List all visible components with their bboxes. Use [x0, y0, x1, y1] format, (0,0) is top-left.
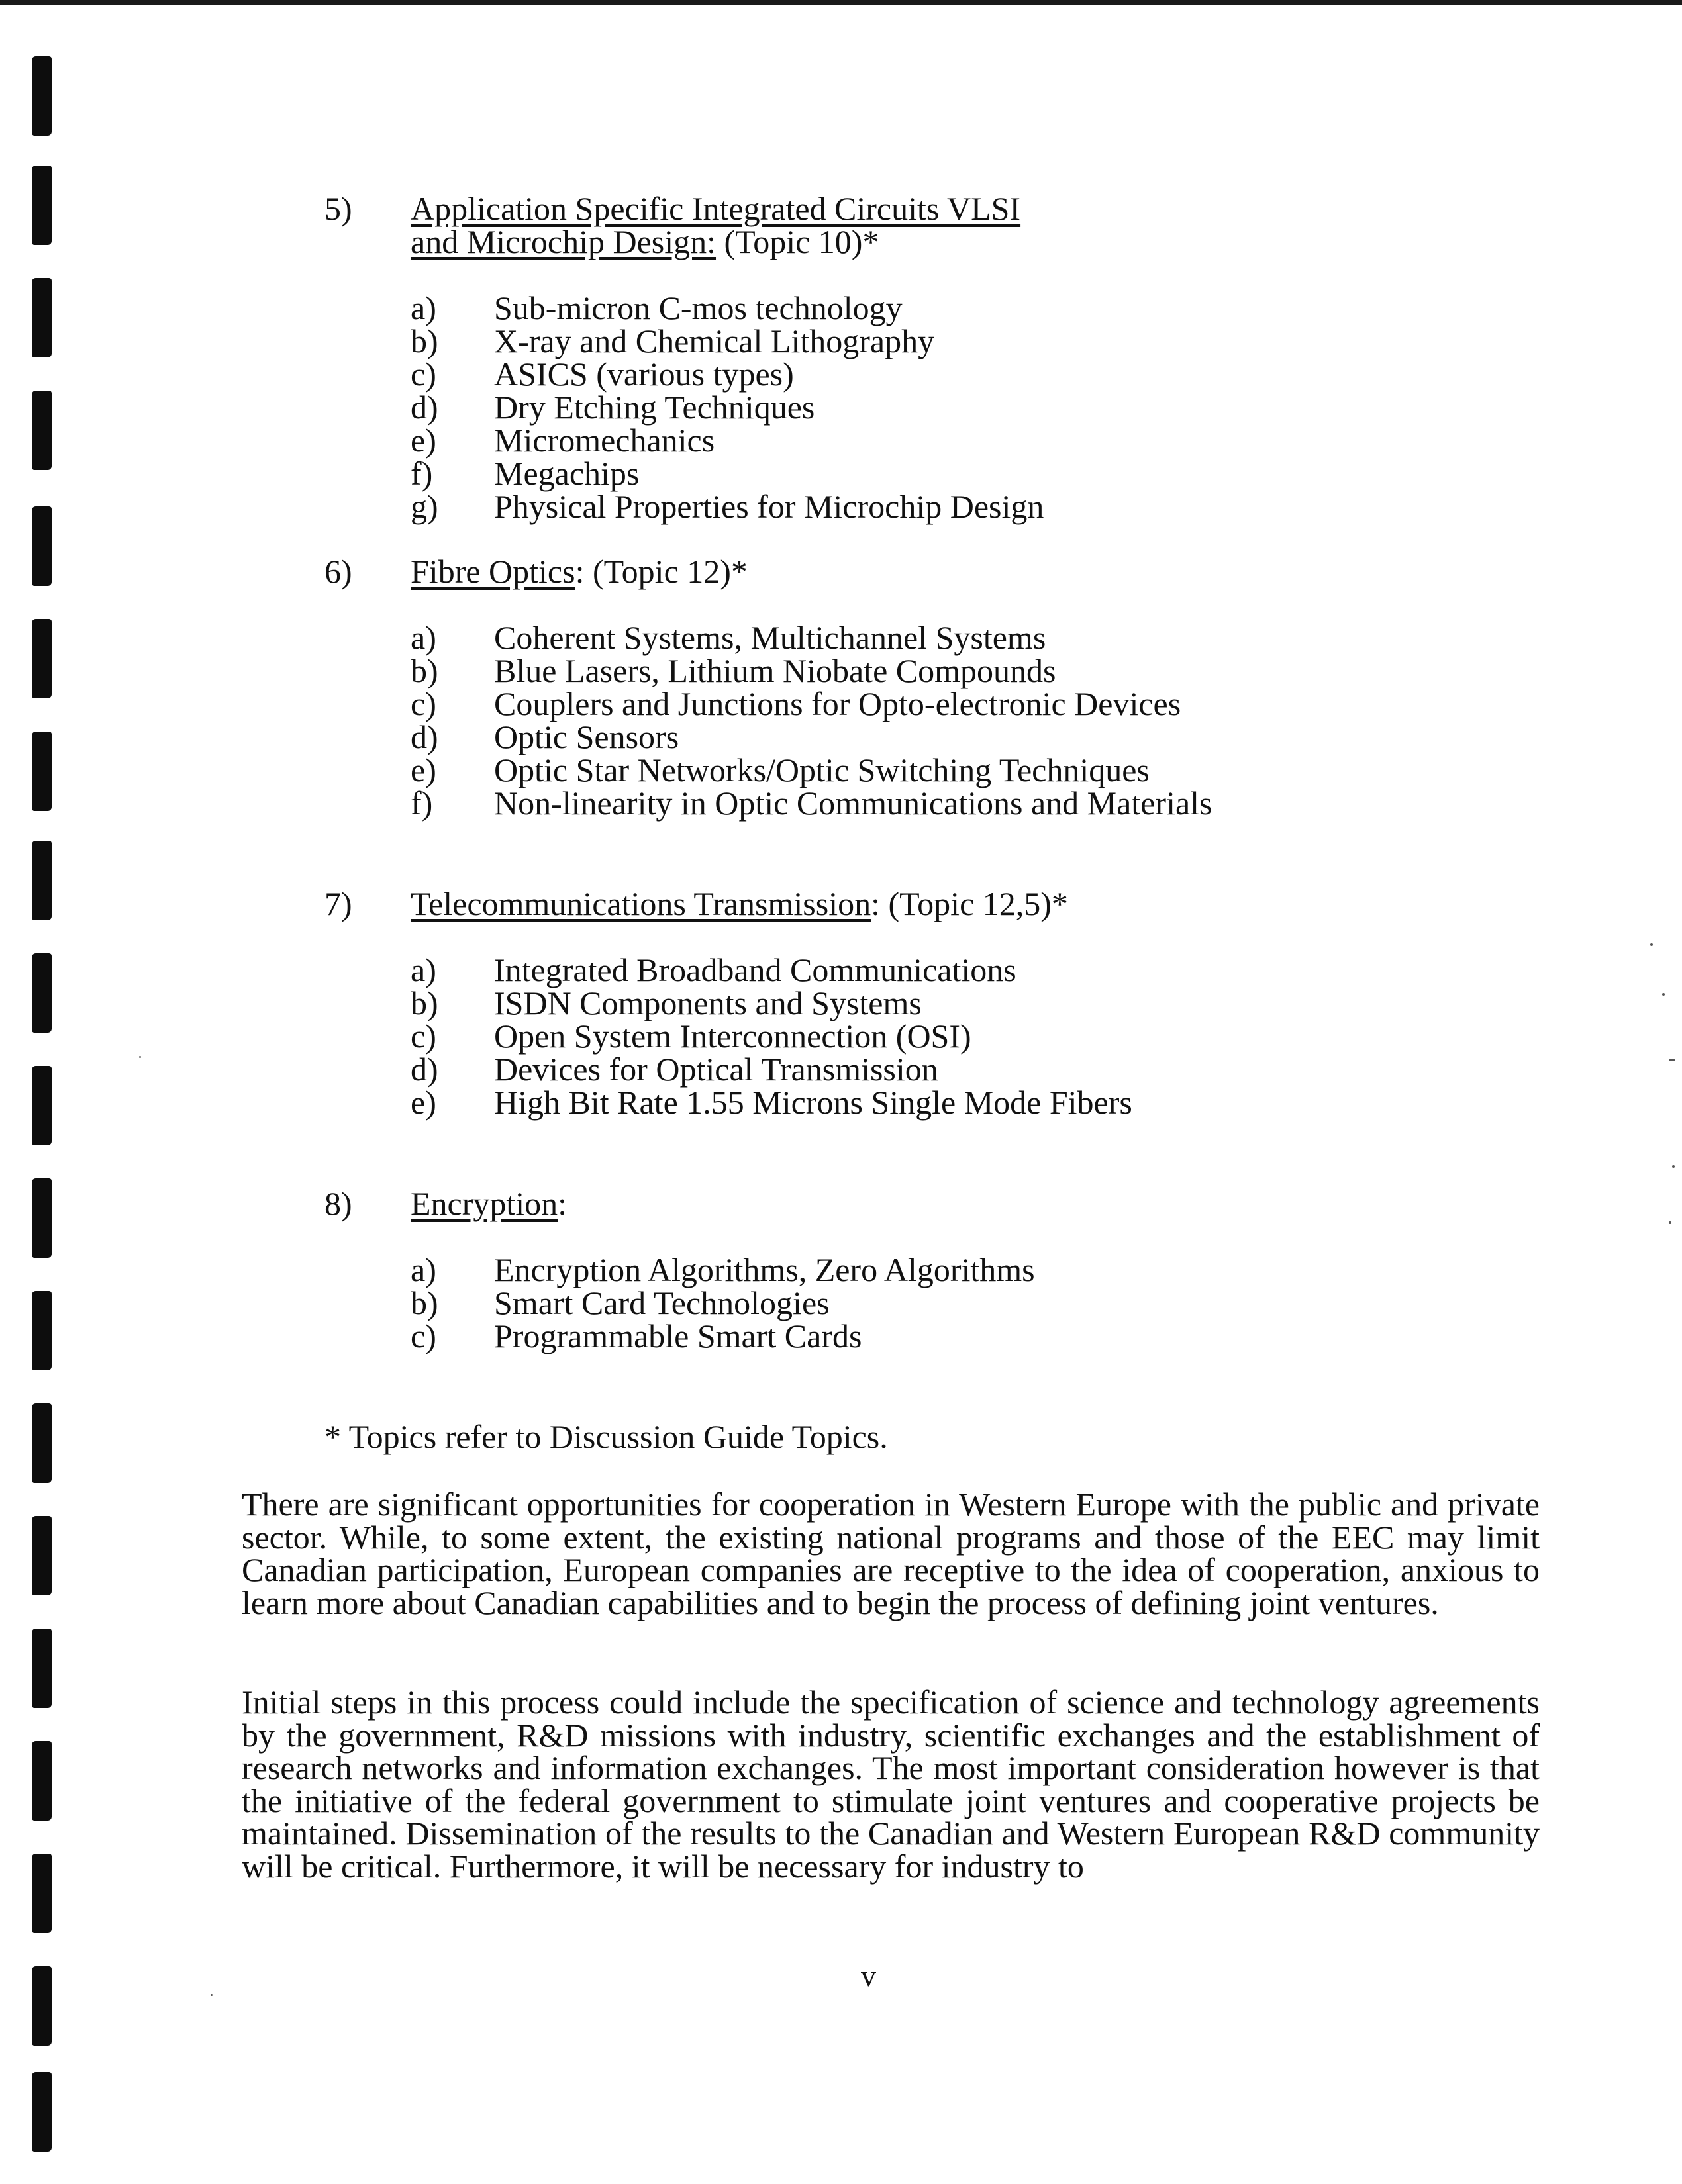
- scan-speck: [1669, 1221, 1671, 1224]
- scan-speck: [211, 1994, 213, 1996]
- body-paragraph: There are significant opportunities for cooperation in Western Europe with the public and private sector. While, to some extent, the existing national programs and those of the EEC may limit Canadian participation, European companies are receptive to the idea of cooperation, anxious to learn more about Canadian capabilities and to begin the process of defining joint ventures.: [242, 1486, 1540, 1621]
- binder-hole: [32, 1403, 52, 1483]
- item-letter: c): [411, 685, 436, 722]
- section-topic-ref: : (Topic 12)*: [575, 553, 748, 590]
- item-text: ASICS (various types): [494, 356, 794, 393]
- binder-hole: [32, 841, 52, 920]
- binder-hole: [32, 1178, 52, 1258]
- item-text: ISDN Components and Systems: [494, 984, 922, 1021]
- binder-hole: [32, 166, 52, 245]
- section-number: 5): [324, 190, 352, 227]
- binder-hole: [32, 1516, 52, 1595]
- binder-hole: [32, 953, 52, 1033]
- section-heading-line2: and Microchip Design:: [411, 223, 717, 260]
- item-letter: e): [411, 751, 436, 788]
- item-text: Devices for Optical Transmission: [494, 1051, 938, 1088]
- item-text: Optic Star Networks/Optic Switching Techniques: [494, 751, 1150, 788]
- binder-hole: [32, 732, 52, 811]
- item-letter: c): [411, 1317, 436, 1354]
- item-text: Dry Etching Techniques: [494, 389, 815, 426]
- item-letter: c): [411, 1018, 436, 1055]
- section-topic-ref: (Topic 10)*: [716, 223, 879, 260]
- binder-hole: [32, 2072, 52, 2152]
- section-heading-line1: Application Specific Integrated Circuits VLSI: [411, 190, 1021, 227]
- item-text: X-ray and Chemical Lithography: [494, 322, 935, 359]
- body-paragraph: Initial steps in this process could include the specification of science and technology agreements by the government, R&D missions with industry, scientific exchanges and the establishment of research networks and information exchanges. The most important consideration however is that the initiative of the federal government to stimulate joint ventures and cooperative projects be maintained. Dissemination of the results to the Canadian and Western European R&D community will be critical. Furthermore, it will be necessary for industry to: [242, 1684, 1540, 1885]
- section-heading-title: Telecommunications Transmission: [411, 885, 871, 922]
- item-letter: g): [411, 488, 438, 525]
- item-text: Sub-micron C-mos technology: [494, 289, 903, 326]
- section-heading: [411, 887, 1068, 920]
- item-text: Optic Sensors: [494, 718, 679, 755]
- item-text: Couplers and Junctions for Opto-electronic Devices: [494, 685, 1181, 722]
- section-heading: [411, 1187, 567, 1220]
- item-text: Programmable Smart Cards: [494, 1317, 862, 1354]
- scan-speck: [1669, 1059, 1675, 1061]
- item-text: Non-linearity in Optic Communications and Materials: [494, 784, 1212, 822]
- section-topic-ref: :: [558, 1185, 568, 1222]
- binder-hole: [32, 1854, 52, 1933]
- item-letter: b): [411, 322, 438, 359]
- item-text: Coherent Systems, Multichannel Systems: [494, 619, 1046, 656]
- item-text: Encryption Algorithms, Zero Algorithms: [494, 1251, 1035, 1288]
- item-letter: b): [411, 652, 438, 689]
- item-text: Integrated Broadband Communications: [494, 951, 1016, 988]
- item-text: Blue Lasers, Lithium Niobate Compounds: [494, 652, 1056, 689]
- section-heading: [411, 555, 748, 588]
- item-letter: a): [411, 619, 436, 656]
- section-number: 7): [324, 885, 352, 922]
- scan-speck: [1672, 1165, 1675, 1168]
- binder-hole: [32, 1966, 52, 2046]
- binder-hole: [32, 1741, 52, 1821]
- binder-hole: [32, 619, 52, 698]
- binder-hole: [32, 1066, 52, 1145]
- section-number: 6): [324, 553, 352, 590]
- item-letter: b): [411, 984, 438, 1021]
- item-letter: a): [411, 1251, 436, 1288]
- section-heading-title: Fibre Optics: [411, 553, 575, 590]
- binder-hole: [32, 1629, 52, 1708]
- item-letter: d): [411, 389, 438, 426]
- binder-hole: [32, 278, 52, 357]
- section-number: 8): [324, 1185, 352, 1222]
- item-text: Micromechanics: [494, 422, 715, 459]
- item-letter: a): [411, 951, 436, 988]
- binder-hole-strip: [26, 0, 60, 2184]
- item-text: High Bit Rate 1.55 Microns Single Mode Fibers: [494, 1084, 1132, 1121]
- top-edge-rule: [0, 0, 1682, 5]
- item-letter: e): [411, 422, 436, 459]
- footnote: * Topics refer to Discussion Guide Topics.: [324, 1418, 888, 1455]
- binder-hole: [32, 56, 52, 136]
- item-letter: c): [411, 356, 436, 393]
- item-letter: d): [411, 1051, 438, 1088]
- item-letter: d): [411, 718, 438, 755]
- scan-speck: [1650, 943, 1653, 946]
- scan-speck: [1662, 993, 1665, 996]
- item-text: Megachips: [494, 455, 640, 492]
- item-letter: a): [411, 289, 436, 326]
- binder-hole: [32, 391, 52, 470]
- item-text: Open System Interconnection (OSI): [494, 1018, 971, 1055]
- item-text: Physical Properties for Microchip Design: [494, 488, 1044, 525]
- section-topic-ref: : (Topic 12,5)*: [871, 885, 1068, 922]
- scan-speck: [139, 1056, 141, 1058]
- section-heading: [411, 192, 1020, 258]
- binder-hole: [32, 506, 52, 586]
- item-letter: b): [411, 1284, 438, 1321]
- item-letter: f): [411, 455, 433, 492]
- item-letter: f): [411, 784, 433, 822]
- binder-hole: [32, 1291, 52, 1370]
- page-number: v: [861, 1959, 876, 1993]
- section-heading-title: Encryption: [411, 1185, 558, 1222]
- item-text: Smart Card Technologies: [494, 1284, 830, 1321]
- item-letter: e): [411, 1084, 436, 1121]
